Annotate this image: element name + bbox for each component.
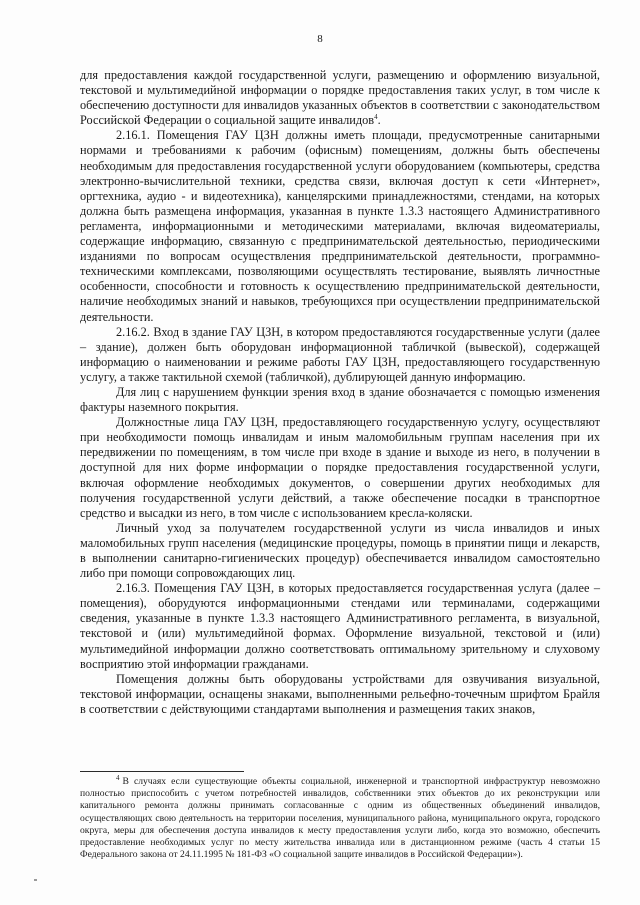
footnote-area (80, 773, 600, 861)
footnote-separator (80, 771, 244, 772)
footnote (80, 773, 600, 861)
paragraph-braille-equipment: Помещения должны быть оборудованы устройствами для озвучивания визуальной, текстовой информации, оснащены знаками, выполненными рельефно-точечным шрифтом Брайля в соответствии с действующими стандартами выполнения и размещения таких знаков, (80, 671, 600, 716)
paragraph-2-16-1: 2.16.1. Помещения ГАУ ЦЗН должны иметь площади, предусмотренные санитарными нормами и требованиями к рабочим (офисным) помещениям, должны быть обеспечены необходимым для предоставления государственной услуги оборудованием (компьютеры, средства электронно-вычислительной техники, средства связи, включая доступ к сети «Интернет», оргтехника, аудио - и видеотехника), канцелярскими принадлежностями, стендами, на которых должна быть размещена информация, указанная в пункте 1.3.3 настоящего Административного регламента, информационными и методическими материалами, включая видеоматериалы, содержащие информацию, связанную с предпринимательской деятельностью, периодическими изданиями по вопросам осуществления предпринимательской деятельности, программно-техническими комплексами, позволяющими осуществлять тестирование, выявлять личностные особенности, способности и готовность к осуществлению предпринимательской деятельности, наличие необходимых знаний и навыков, требующихся при осуществлении предпринимательской деятельности. (80, 128, 600, 324)
scan-artifact (34, 879, 37, 881)
footnote-text: В случаях если существующие объекты социальной, инженерной и транспортной инфраструктур невозможно полностью приспособить с учетом потребностей инвалидов, собственники этих объектов до их реконструкции или капитального ремонта должны принимать согласованные с одним из общественных объединений инвалидов, осуществляющих свою деятельность на территории поселения, муниципального района, муниципального округа, городского округа, меры для обеспечения доступа инвалидов к месту предоставления услуги либо, когда это возможно, обеспечить предоставление необходимых услуг по месту жительства инвалида или в дистанционном режиме (часть 4 статьи 15 Федерального закона от 24.11.1995 № 181-ФЗ «О социальной защите инвалидов в Российской Федерации»). (80, 776, 600, 861)
paragraph-staff-assistance: Должностные лица ГАУ ЦЗН, предоставляющего государственную услугу, осуществляют при необходимости помощь инвалидам и иным маломобильным группам населения при их передвижении по помещениям, в том числе при входе в здание и выходе из него, в получении в доступной для них форме информации о порядке предоставления государственной услуги, включая оформление необходимых документов, о совершении других необходимых для получения государственной услуги действий, а также обеспечение посадки в транспортное средство и высадки из него, в том числе с использованием кресла-коляски. (80, 415, 600, 520)
paragraph-text: для предоставления каждой государственной услуги, размещению и оформлению визуальной, текстовой и мультимедийной информации о порядке предоставления таких услуг, в том числе к обеспечению доступности для инвалидов указанных объектов в соответствии с законодательством Российской Федерации о социальной защите инвалидов (80, 68, 600, 128)
footnote-marker: 4 (116, 773, 120, 782)
body-text (80, 68, 600, 717)
page-number: 8 (317, 33, 323, 45)
footnote-reference[interactable]: 4 (374, 113, 378, 122)
paragraph-intro-continuation: для предоставления каждой государственной услуги, размещению и оформлению визуальной, текстовой и мультимедийной информации о порядке предоставления таких услуг, в том числе к обеспечению доступности для инвалидов указанных объектов в соответствии с законодательством Российской Федерации о социальной защите инвалидов$^4$. (80, 68, 600, 128)
paragraph-2-16-2: 2.16.2. Вход в здание ГАУ ЦЗН, в котором предоставляются государственные услуги (далее – здание), должен быть оборудован информационной табличкой (вывеской), содержащей информацию о наименовании и режиме работы ГАУ ЦЗН, предоставляющего государственную услугу, а также тактильной схемой (табличкой), дублирующей данную информацию. (80, 324, 600, 384)
paragraph-2-16-3: 2.16.3. Помещения ГАУ ЦЗН, в которых предоставляется государственная услуга (далее – помещения), оборудуются информационными стендами или терминалами, содержащими сведения, указанные в пункте 1.3.3 настоящего Административного регламента, в визуальной, текстовой и (или) мультимедийной формах. Оформление визуальной, текстовой и (или) мультимедийной информации должно соответствовать оптимальному зрительному и слуховому восприятию этой информации гражданами. (80, 581, 600, 671)
paragraph-vision-impaired-entrance: Для лиц с нарушением функции зрения вход в здание обозначается с помощью изменения фактуры наземного покрытия. (80, 384, 600, 415)
paragraph-personal-care: Личный уход за получателем государственной услуги из числа инвалидов и иных маломобильных групп населения (медицинские процедуры, помощь в принятии пищи и лекарств, в выполнении санитарно-гигиенических процедур) обеспечивается инвалидом самостоятельно либо при помощи сопровождающих лиц. (80, 520, 600, 581)
